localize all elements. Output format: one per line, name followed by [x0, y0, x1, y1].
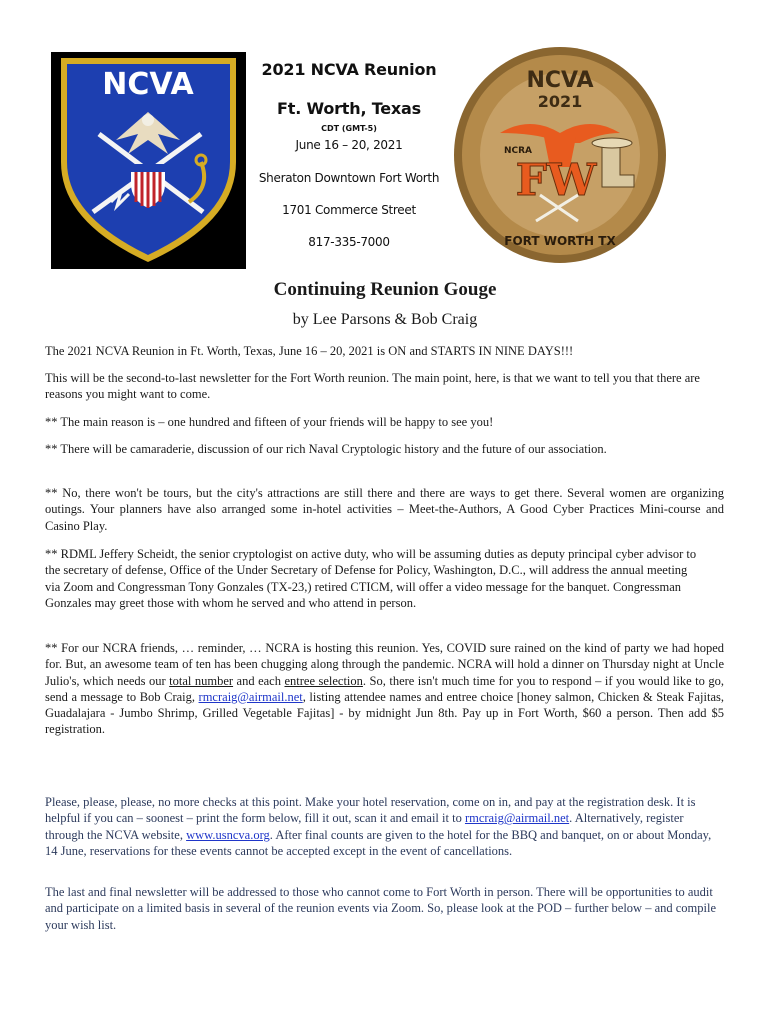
paragraph-rdml-scheidt: ** RDML Jeffery Scheidt, the senior cryptologist on active duty, who will be assuming duties as deputy principal cyber advisor to the secretary of defense, Office of the Under Secretary of Defense for Policy, Washington, D.C., will address the annual meeting via Zoom and Congressman Tony Gonzales (TX-23,) retired CTICM, will offer a video message for the banquet. Congressman Gonzales may greet those with whom he served and who attend in person. [45, 547, 697, 610]
seal-fw-text: FW [515, 155, 597, 206]
email-link-bob-craig[interactable]: rmcraig@airmail.net [198, 689, 303, 704]
registration-text-a: Please, please, please, no more checks at this point. Make your hotel reservation, come on in, and pay at the registration desk. It is helpful if you can – soonest – print the form below, fill it out, scan it and email it to [45, 795, 696, 826]
paragraph-camaraderie: ** There will be camaraderie, discussion of our rich Naval Cryptologic history and the future of our association. [45, 442, 607, 456]
event-title: 2021 NCVA Reunion [261, 60, 437, 79]
seal-bottom-text: FORT WORTH TX [504, 234, 616, 248]
event-location: Ft. Worth, Texas [277, 99, 421, 118]
ncra-text-c: . So, there isn't much time for you to respond – if you would like to go, send a message to Bob Craig, [45, 673, 724, 704]
ncva-shield-graphic [51, 52, 246, 269]
event-address: 1701 Commerce Street [282, 203, 416, 217]
registration-text-b: . Alternatively, register through the NCVA website, [45, 811, 684, 842]
total-number-underline: total number [169, 673, 234, 688]
seal-graphic [452, 45, 668, 265]
seal-ncra-text: NCRA [503, 146, 533, 156]
paragraph-registration [45, 794, 715, 859]
paragraph-main-reason: ** The main reason is – one hundred and fifteen of your friends will be happy to see you! [45, 415, 494, 429]
entree-selection-underline: entree selection [284, 673, 363, 688]
event-timezone: CDT (GMT-5) [321, 124, 377, 133]
article-title: Continuing Reunion Gouge [273, 279, 497, 300]
ncva-shield-logo [51, 52, 246, 269]
registration-text-c: . After final counts are given to the hotel for the BBQ and banquet, on or about Monday, 14 June, reservations for these events cannot be accepted except in the event of cancellations. [45, 827, 712, 858]
email-link-registration[interactable]: rmcraig@airmail.net [464, 811, 570, 826]
website-link-usncva[interactable]: www.usncva.org [186, 827, 270, 842]
ncra-text-a: ** For our NCRA friends, … reminder, … NCRA is hosting this reunion. Yes, COVID sure rained on the kind of party we had hoped for. But, an awesome team of ten has been chugging along through the pandemic. NCRA will hold a dinner on Thursday night at Uncle Julio's, which needs our [45, 641, 724, 688]
paragraph-announcement: The 2021 NCVA Reunion in Ft. Worth, Texas, June 16 – 20, 2021 is ON and STARTS IN NINE DAYS!!! [45, 344, 574, 358]
ncra-text-d: , listing attendee names and entree choice [honey salmon, Chicken & Steak Fajitas, Guadalajara - Jumbo Shrimp, Grilled Vegetable Fajitas] - by midnight Jun 8th. Pay up in Fort Worth, $60 a person. Then add $5 registration. [45, 689, 724, 737]
ncva-2021-fort-worth-seal [452, 45, 668, 265]
article-byline: by Lee Parsons & Bob Craig [292, 311, 478, 328]
paragraph-final-newsletter: The last and final newsletter will be addressed to those who cannot come to Fort Worth in person. There will be opportunities to audit and participate on a limited basis in several of the reunion events via Zoom. So, please look at the POD – further below – and compile your wish list. [45, 885, 717, 932]
ncra-text-b: and each [233, 673, 285, 688]
paragraph-outings: ** No, there won't be tours, but the city's attractions are still there and there are ways to get there. Several women are organizing outings. Your planners have also arranged some in-hotel activities – Meet-the-Authors, A Good Cyber Practices Mini-course and Casino Play. [45, 486, 724, 533]
shield-logo-text: NCVA [102, 67, 194, 102]
seal-top-text: NCVA [526, 68, 594, 93]
event-dates: June 16 – 20, 2021 [295, 138, 403, 152]
event-phone: 817-335-7000 [308, 235, 390, 249]
paragraph-intro: This will be the second-to-last newsletter for the Fort Worth reunion. The main point, here, is that we want to tell you that there are reasons you might want to come. [45, 371, 700, 402]
event-hotel: Sheraton Downtown Fort Worth [258, 171, 440, 185]
seal-year-text: 2021 [537, 92, 583, 111]
paragraph-ncra-dinner [45, 640, 724, 738]
